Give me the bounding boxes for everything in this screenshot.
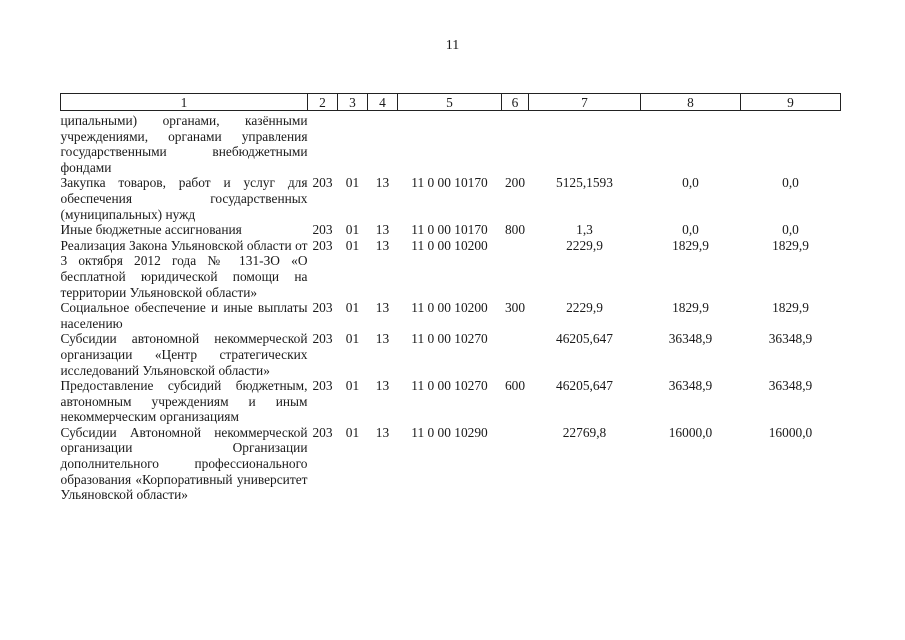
- row-col8: 1829,9: [672, 237, 709, 253]
- row-col6: 300: [504, 300, 526, 316]
- row-col8: 36348,9: [668, 378, 713, 394]
- row-col3: 01: [345, 222, 360, 238]
- row-col8: 1829,9: [672, 300, 709, 316]
- table-row: [61, 425, 841, 503]
- row-col6: 200: [504, 175, 526, 191]
- row-col3: 01: [345, 378, 360, 394]
- header-cell: 7: [529, 94, 641, 111]
- row-col2: 203: [312, 175, 333, 191]
- header-cell: 9: [741, 94, 841, 111]
- row-col7: 46205,647: [556, 331, 613, 347]
- row-col9: 0,0: [782, 222, 799, 238]
- row-col5: [398, 111, 502, 176]
- row-col7: 2229,9: [566, 237, 603, 253]
- row-name: Реализация Закона Ульяновской области от 3 октября 2012 года № 131-ЗО «О бесплатной юридической помощи на территории Ульяновской области»: [60, 237, 308, 300]
- row-col9: 0,0: [782, 175, 799, 191]
- row-col6: [502, 425, 529, 503]
- row-name: Предоставление субсидий бюджетным, автономным учреждениям и иным некоммерческим организациям: [60, 378, 308, 425]
- row-col8: [641, 111, 741, 176]
- header-cell: 1: [61, 94, 308, 111]
- row-name: Закупка товаров, работ и услуг для обеспечения государственных (муниципальных) нужд: [60, 175, 308, 222]
- header-cell: 8: [641, 94, 741, 111]
- row-col7: 5125,1593: [556, 175, 613, 191]
- table-row: [61, 331, 841, 378]
- budget-table: [60, 93, 841, 503]
- row-col3: 01: [345, 331, 360, 347]
- row-col5: 11 0 00 10270: [411, 331, 488, 347]
- header-cell: 6: [502, 94, 529, 111]
- row-col3: 01: [345, 175, 360, 191]
- row-col2: [308, 111, 338, 176]
- row-col6: 800: [504, 222, 526, 238]
- row-col4: 13: [375, 378, 390, 394]
- row-col5: 11 0 00 10270: [411, 378, 488, 394]
- row-col5: 11 0 00 10290: [411, 424, 488, 440]
- table-row: [61, 175, 841, 222]
- row-col9: 36348,9: [768, 378, 813, 394]
- row-col2: 203: [312, 222, 333, 238]
- row-col6: 600: [504, 378, 526, 394]
- header-cell: 3: [338, 94, 368, 111]
- row-col3: 01: [345, 300, 360, 316]
- header-row: [61, 94, 841, 111]
- row-col8: 16000,0: [668, 424, 713, 440]
- row-name: Субсидии автономной некоммерческой организации «Центр стратегических исследований Ульяновской области»: [60, 331, 308, 378]
- row-col8: 0,0: [682, 222, 699, 238]
- row-col4: 13: [375, 331, 390, 347]
- row-col5: 11 0 00 10170: [411, 175, 488, 191]
- row-col7: 46205,647: [556, 378, 613, 394]
- row-col6: [502, 238, 529, 300]
- row-col7: 1,3: [576, 222, 593, 238]
- table-row: [61, 222, 841, 238]
- row-col2: 203: [312, 424, 333, 440]
- header-cell: 4: [368, 94, 398, 111]
- row-col4: 13: [375, 222, 390, 238]
- row-col9: [741, 111, 841, 176]
- table-row: [61, 111, 841, 176]
- row-name: Иные бюджетные ассигнования: [60, 222, 242, 238]
- table-row: [61, 378, 841, 425]
- row-col7: 22769,8: [562, 424, 607, 440]
- row-col3: 01: [345, 237, 360, 253]
- row-col5: 11 0 00 10200: [411, 237, 488, 253]
- row-name: Субсидии Автономной некоммерческой организации Организации дополнительного профессионального образования «Корпоративный университет Ульяновской области»: [60, 424, 308, 503]
- row-col4: [368, 111, 398, 176]
- row-col8: 36348,9: [668, 331, 713, 347]
- page-number: 11: [445, 38, 460, 53]
- row-col3: 01: [345, 424, 360, 440]
- header-cell: 2: [308, 94, 338, 111]
- header-cell: 5: [398, 94, 502, 111]
- row-col4: 13: [375, 424, 390, 440]
- row-col9: 36348,9: [768, 331, 813, 347]
- row-col2: 203: [312, 331, 333, 347]
- row-col8: 0,0: [682, 175, 699, 191]
- row-col7: [529, 111, 641, 176]
- row-col2: 203: [312, 300, 333, 316]
- row-col5: 11 0 00 10170: [411, 222, 488, 238]
- row-col2: 203: [312, 378, 333, 394]
- row-col9: 16000,0: [768, 424, 813, 440]
- table-row: [61, 300, 841, 331]
- row-col4: 13: [375, 237, 390, 253]
- row-col6: [502, 331, 529, 378]
- row-col7: 2229,9: [566, 300, 603, 316]
- row-col3: [338, 111, 368, 176]
- row-col5: 11 0 00 10200: [411, 300, 488, 316]
- row-col4: 13: [375, 300, 390, 316]
- row-col9: 1829,9: [772, 300, 809, 316]
- row-col2: 203: [312, 237, 333, 253]
- row-col6: [502, 111, 529, 176]
- table-row: [61, 238, 841, 300]
- row-col4: 13: [375, 175, 390, 191]
- row-name: ципальными) органами, казёнными учреждениями, органами управления государственными внебюджетными фондами: [60, 113, 308, 175]
- row-col9: 1829,9: [772, 237, 809, 253]
- row-name: Социальное обеспечение и иные выплаты населению: [60, 300, 308, 331]
